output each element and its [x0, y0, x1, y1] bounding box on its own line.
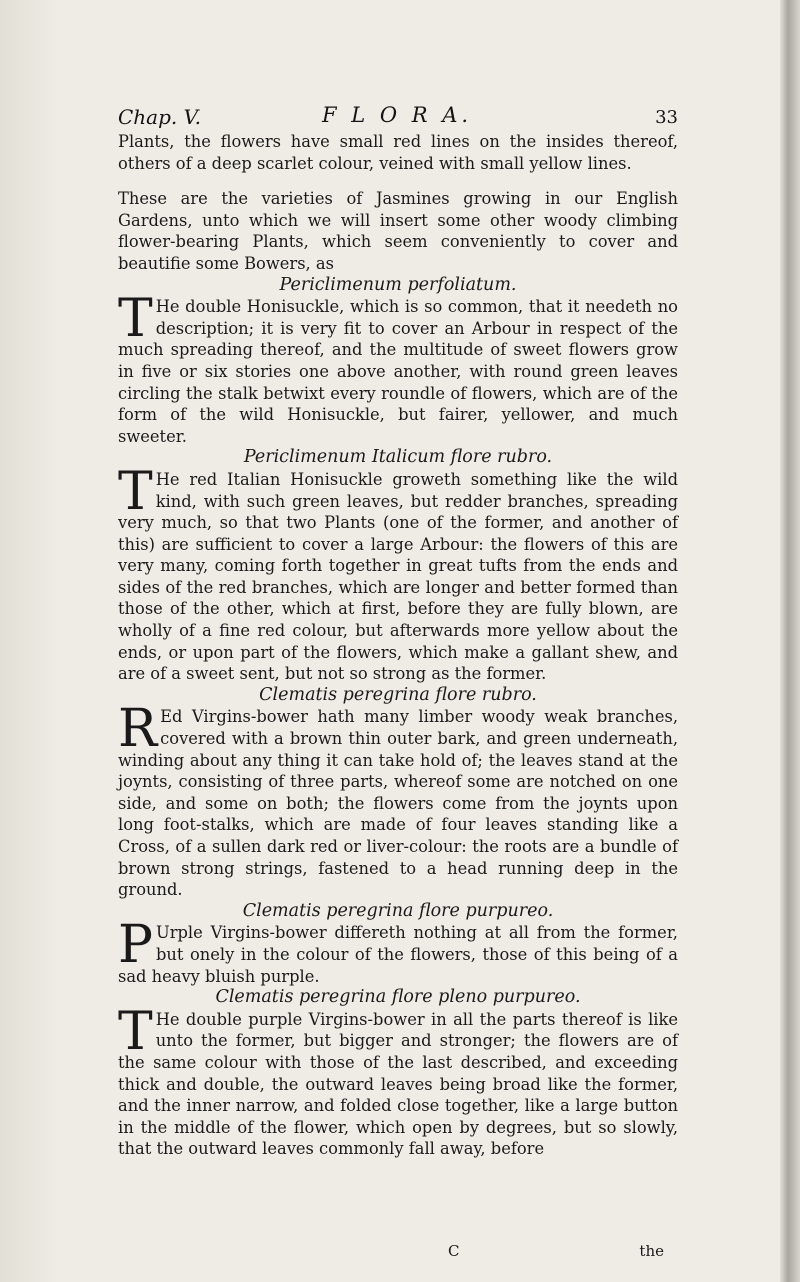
section [118, 901, 678, 987]
chapter-label: Chap. V. [118, 105, 201, 129]
section-paragraph [118, 461, 678, 685]
signature-mark: C [448, 1242, 460, 1260]
section [118, 987, 678, 1160]
drop-cap: T [118, 289, 153, 350]
intro-paragraph: Plants, the flowers have small red lines on the insides thereof, others of a deep scarlet colour, veined with small yellow lines. [118, 132, 678, 173]
page-edge [780, 0, 800, 1282]
section-paragraph [118, 699, 678, 900]
section-text: Ed Virgins-bower hath many limber woody weak branches, covered with a brown thin outer bark, and green underneath, winding about any thing it can take hold of; the leaves stand at the joynts, consisting of three parts, whereof some are notched on one side, and some on both; the flowers come from the joynts upon long foot-stalks, which are made of four leaves standing like a Cross, of a sullen dark red or liver-colour: the roots are a bundle of brown strong strings, fastened to a head running deep in the ground. [118, 707, 678, 900]
section-paragraph [118, 289, 678, 447]
page-body [118, 131, 678, 1160]
drop-cap: T [118, 461, 153, 522]
section-text: He double Honisuckle, which is so common, that it needeth no description; it is very fit to cover an Arbour in respect of the much spreading thereof, and the multitude of sweet flowers grow in five or six stories one above another, with round green leaves circling the stalk betwixt every roundle of flowers, which are of the form of the wild Honisuckle, but fairer, yellower, and much sweeter. [118, 297, 678, 446]
section [118, 275, 678, 448]
running-title: F L O R A. [322, 103, 473, 127]
section-title: Clematis peregrina flore rubro. [259, 684, 537, 705]
catchword: the [639, 1242, 664, 1260]
section-title: Periclimenum perfoliatum. [279, 274, 517, 295]
section-text: He red Italian Honisuckle groweth something like the wild kind, with such green leaves, but redder branches, spreading very much, so that two Plants (one of the former, and another of this) are sufficient to cover a large Arbour: the flowers of this are very many, coming forth together in great tufts from the ends and sides of the red branches, which are longer and better formed than those of the other, which at first, before they are fully blown, are wholly of a fine red colour, but afterwards more yellow about the ends, or upon part of the flowers, which make a gallant shew, and are of a sweet sent, but not so strong as the former. [118, 469, 678, 684]
section-title: Clematis peregrina flore purpureo. [242, 900, 554, 921]
section [118, 685, 678, 901]
section-text: Urple Virgins-bower differeth nothing at all from the former, but onely in the colour of the flowers, those of this being of a sad heavy bluish purple. [118, 923, 678, 986]
page-number: 33 [655, 107, 678, 128]
drop-cap: T [118, 1001, 153, 1062]
drop-cap: R [118, 699, 158, 760]
intro-paragraph: These are the varieties of Jasmines growing in our English Gardens, unto which we will insert some other woody climbing flower-bearing Plants, which seem conveniently to cover and beautifie some Bowers, as [118, 189, 678, 273]
section-text: He double purple Virgins-bower in all the parts thereof is like unto the former, but bigger and stronger; the flowers are of the same colour with those of the last described, and exceeding thick and double, the outward leaves being broad like the former, and the inner narrow, and folded close together, like a large button in the middle of the flower, which open by degrees, but so slowly, that the outward leaves commonly fall away, before [118, 1009, 678, 1159]
paragraph-gap [118, 174, 678, 188]
page-footer [440, 1242, 670, 1266]
section-paragraph [118, 915, 678, 987]
drop-cap: P [118, 915, 153, 976]
running-header [118, 103, 678, 131]
section-paragraph [118, 1001, 678, 1160]
spine-shadow [0, 0, 60, 1282]
section [118, 447, 678, 685]
section-title: Periclimenum Italicum flore rubro. [243, 447, 553, 468]
section-title: Clematis peregrina flore pleno purpureo. [215, 987, 581, 1008]
